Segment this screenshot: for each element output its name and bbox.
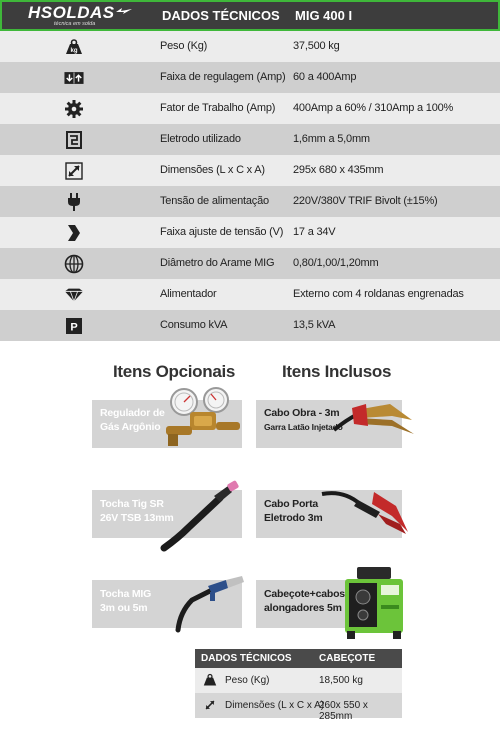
- spec-label: Fator de Trabalho (Amp): [160, 102, 276, 114]
- spec-header-col2: MIG 400 I: [295, 8, 353, 23]
- spec-value: 37,500 kg: [293, 40, 340, 52]
- spec-row-wire-diameter: [0, 248, 500, 279]
- dimensions-icon: [203, 698, 217, 712]
- spec-label: Eletrodo utilizado: [160, 133, 241, 145]
- item-line2: Gás Argônio: [100, 421, 161, 433]
- spec-table-header: [0, 0, 500, 31]
- spec-label: Peso (Kg): [160, 40, 208, 52]
- spec-label: Tensão de alimentação: [160, 195, 269, 207]
- item-line1: Tocha MIG: [100, 588, 152, 600]
- spec-value: 400Amp a 60% / 310Amp a 100%: [293, 102, 454, 114]
- brand-name: HSOLDAS: [28, 3, 115, 22]
- item-line1: Cabeçote+cabos: [264, 588, 345, 600]
- spec-label: Faixa de regulagem (Amp): [160, 71, 286, 83]
- spark-logo-icon: [116, 8, 132, 17]
- wire-feeder-image: [343, 565, 407, 641]
- spec-row-dimensions: [0, 155, 500, 186]
- feeder-icon: [64, 285, 84, 305]
- gas-regulator-image: [160, 384, 245, 450]
- spec-row-feeder: [0, 279, 500, 310]
- ground-clamp-image: [332, 390, 422, 446]
- wire-diameter-icon: [64, 254, 84, 274]
- item-line1: Regulador de: [100, 407, 165, 419]
- spec-row-power-consumption: [0, 310, 500, 341]
- spec-row-amp-range: [0, 62, 500, 93]
- item-line2: 3m ou 5m: [100, 602, 148, 614]
- spec-value: 1,6mm a 5,0mm: [293, 133, 370, 145]
- mig-torch-image: [172, 572, 252, 634]
- feeder-header-col2: CABEÇOTE: [319, 653, 376, 664]
- spec-label: Alimentador: [160, 288, 217, 300]
- spec-value: Externo com 4 roldanas engrenadas: [293, 288, 464, 300]
- dimensions-icon: [64, 161, 84, 181]
- item-line2: alongadores 5m: [264, 602, 342, 614]
- tig-torch-image: [158, 478, 242, 552]
- item-line1: Tocha Tig SR: [100, 498, 164, 510]
- spec-label: Consumo kVA: [160, 319, 228, 331]
- electrode-icon: [64, 130, 84, 150]
- spec-value: 17 a 34V: [293, 226, 336, 238]
- feeder-spec-header: [195, 649, 402, 668]
- spec-value: 220V/380V TRIF Bivolt (±15%): [293, 195, 438, 207]
- item-line2: Garra Latão Injetado: [264, 422, 343, 432]
- feeder-value: 260x 550 x 285mm: [319, 700, 368, 722]
- spec-row-voltage-range: [0, 217, 500, 248]
- svg-text:P: P: [70, 321, 78, 334]
- spec-value: 60 a 400Amp: [293, 71, 357, 83]
- spec-value: 13,5 kVA: [293, 319, 336, 331]
- brand-tagline: técnica em solda: [54, 21, 96, 27]
- feeder-label: Peso (Kg): [225, 675, 270, 686]
- spec-row-duty-cycle: [0, 93, 500, 124]
- weight-icon: [203, 673, 217, 687]
- feeder-spec-table: [195, 649, 402, 722]
- item-line1: Cabo Obra - 3m: [264, 407, 340, 419]
- gear-icon: [64, 99, 84, 119]
- optional-items-title: Itens Opcionais: [113, 362, 236, 381]
- electrode-holder-image: [320, 482, 412, 544]
- weight-icon: [64, 37, 84, 57]
- feeder-label: Dimensões (L x C x A): [225, 700, 325, 711]
- spec-table: [0, 0, 500, 341]
- spec-label: Faixa ajuste de tensão (V): [160, 226, 284, 238]
- spec-value: 0,80/1,00/1,20mm: [293, 257, 379, 269]
- svg-text:kg: kg: [70, 48, 78, 54]
- spec-row-electrode: [0, 124, 500, 155]
- plug-icon: [64, 192, 84, 212]
- feeder-spec-row-weight: [195, 668, 402, 693]
- feeder-value: 18,500 kg: [319, 675, 363, 686]
- included-items-title: Itens Inclusos: [282, 362, 392, 381]
- spec-header-col1: DADOS TÉCNICOS: [162, 8, 280, 23]
- voltage-range-icon: [64, 223, 84, 243]
- amp-range-icon: [64, 68, 84, 88]
- brand-logo: [24, 3, 134, 29]
- spec-row-weight: [0, 31, 500, 62]
- item-line2: Eletrodo 3m: [264, 512, 323, 524]
- item-line2: 26V TSB 13mm: [100, 512, 174, 524]
- spec-value: 295x 680 x 435mm: [293, 164, 384, 176]
- spec-label: Diâmetro do Arame MIG: [160, 257, 275, 269]
- power-icon: [64, 316, 84, 336]
- feeder-header-col1: DADOS TÉCNICOS: [201, 653, 292, 664]
- spec-row-supply-voltage: [0, 186, 500, 217]
- spec-label: Dimensões (L x C x A): [160, 164, 265, 176]
- feeder-spec-row-dimensions: [195, 693, 402, 722]
- item-line1: Cabo Porta: [264, 498, 319, 510]
